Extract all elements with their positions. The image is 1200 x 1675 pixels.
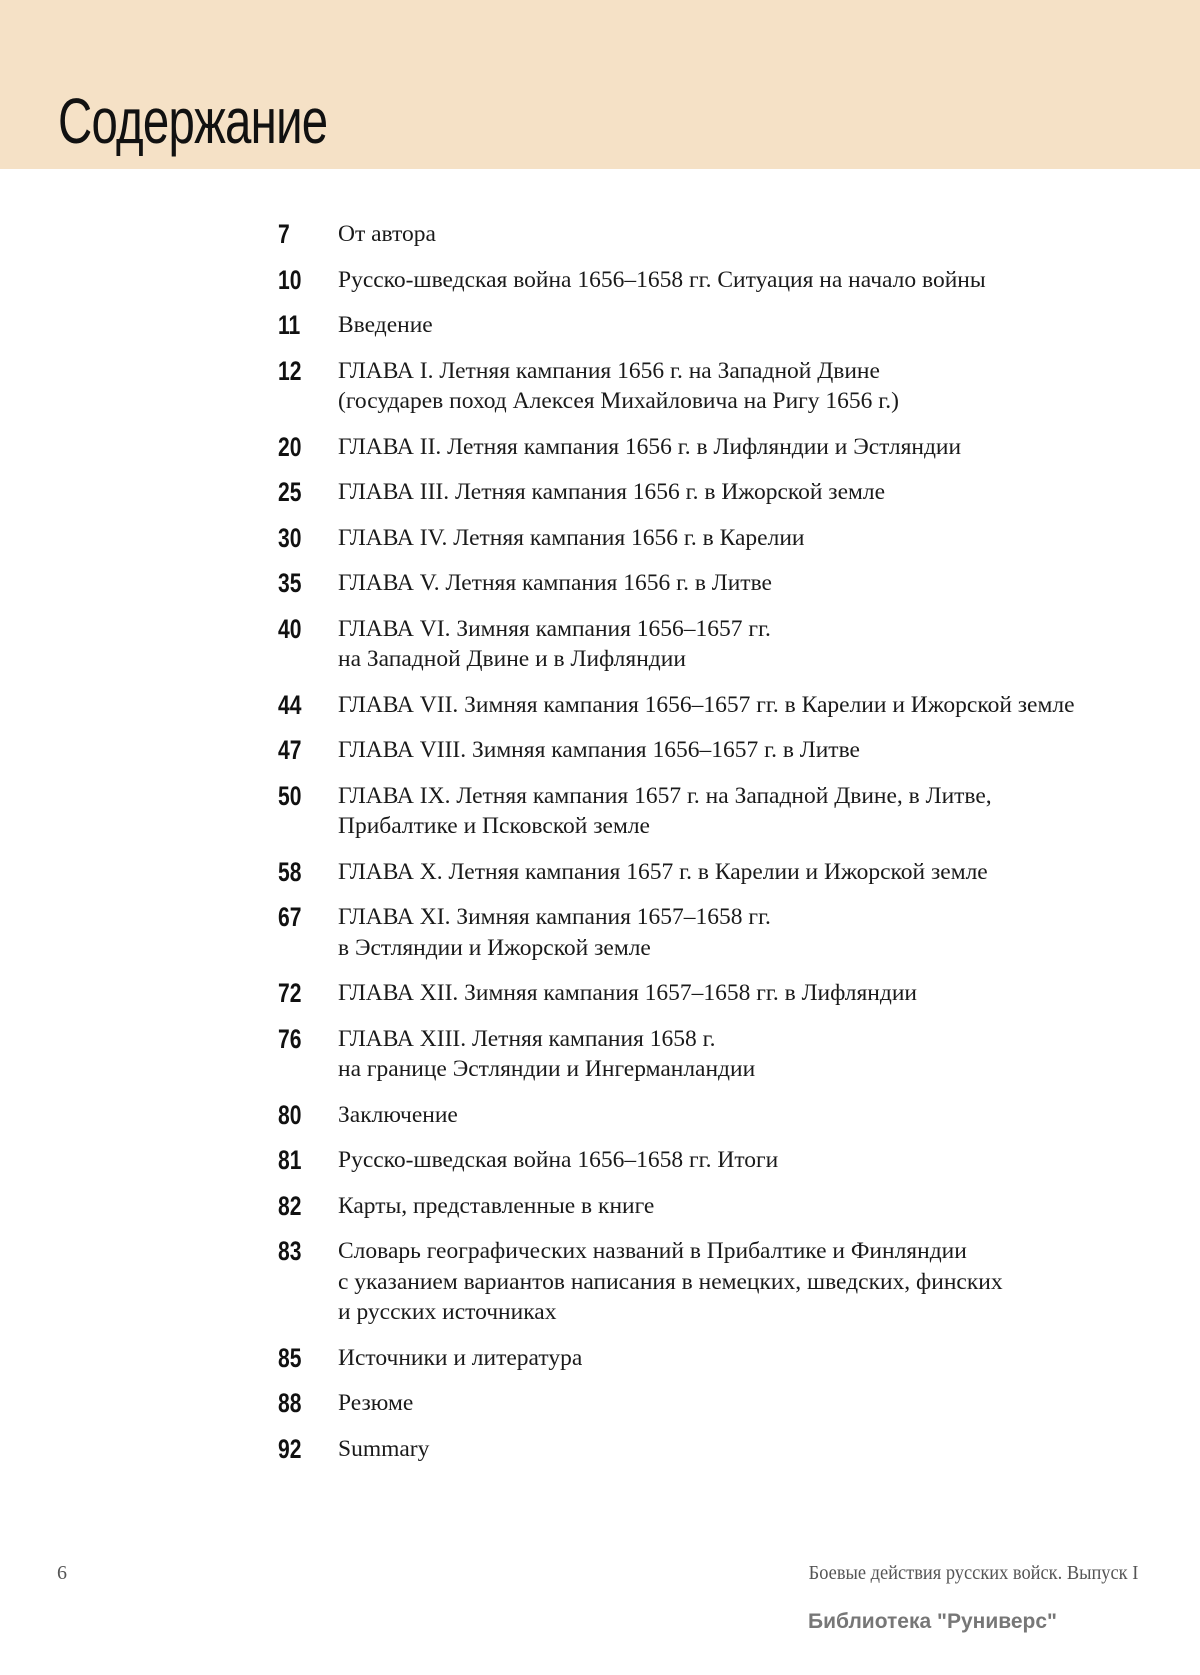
toc-entry[interactable] (0, 1191, 1200, 1222)
toc-entry[interactable] (0, 735, 1200, 766)
toc-entry-title: ГЛАВА VII. Зимняя кампания 1656–1657 гг. в Карелии и Ижорской земле (338, 691, 1075, 718)
toc-entry-title: Источники и литература (338, 1344, 583, 1371)
toc-entry-title: ГЛАВА III. Летняя кампания 1656 г. в Ижорской земле (338, 479, 886, 505)
toc-entry[interactable] (0, 1434, 1200, 1465)
toc-entry[interactable] (0, 1343, 1200, 1374)
toc-page-number: 20 (278, 431, 302, 462)
toc-entry-title: Резюме (338, 1390, 414, 1416)
toc-entry[interactable] (0, 690, 1200, 721)
toc-entry[interactable] (0, 978, 1200, 1009)
toc-page-number: 88 (278, 1388, 302, 1418)
table-of-contents (0, 219, 1200, 1479)
toc-entry-title: ГЛАВА X. Летняя кампания 1657 г. в Карелии и Ижорской земле (338, 858, 988, 885)
toc-entry-title: ГЛАВА VIII. Зимняя кампания 1656–1657 г. в Литве (338, 737, 860, 763)
toc-entry[interactable] (0, 219, 1200, 250)
toc-page-number: 80 (278, 1099, 302, 1130)
toc-entry[interactable] (0, 1388, 1200, 1419)
toc-page-number: 25 (278, 477, 302, 507)
toc-page-number: 72 (278, 978, 302, 1008)
toc-entry[interactable] (0, 902, 1200, 963)
toc-entry-title: Заключение (338, 1101, 458, 1128)
toc-entry[interactable] (0, 1145, 1200, 1176)
toc-page-number: 85 (278, 1342, 302, 1373)
toc-entry[interactable] (0, 1024, 1200, 1085)
page-title: Содержание (58, 85, 328, 157)
toc-page-number: 12 (278, 355, 302, 386)
toc-entry[interactable] (0, 614, 1200, 675)
toc-page-number: 67 (278, 902, 302, 932)
toc-page-number: 58 (278, 856, 302, 887)
toc-page-number: 40 (278, 613, 302, 644)
toc-page-number: 10 (278, 264, 302, 295)
library-watermark: Библиотека "Руниверс" (808, 1610, 1058, 1633)
page-number: 6 (57, 1562, 67, 1584)
toc-page-number: 92 (278, 1433, 302, 1464)
toc-page-number: 47 (278, 735, 302, 765)
toc-page-number: 83 (278, 1236, 302, 1266)
toc-page-number: 30 (278, 522, 302, 553)
toc-entry[interactable] (0, 523, 1200, 554)
toc-entry-title: ГЛАВА I. Летняя кампания 1656 г. на Западной Двине (государев поход Алексея Михайловича на Ригу 1656 г.) (338, 357, 899, 414)
toc-page-number: 81 (278, 1145, 302, 1175)
toc-page-number: 76 (278, 1023, 302, 1054)
toc-page-number: 7 (278, 219, 290, 249)
toc-page-number: 44 (278, 689, 302, 720)
toc-entry[interactable] (0, 310, 1200, 341)
toc-entry[interactable] (0, 477, 1200, 508)
toc-entry-title: ГЛАВА IX. Летняя кампания 1657 г. на Западной Двине, в Литве, Прибалтике и Псковской земле (338, 782, 992, 839)
toc-page-number: 82 (278, 1190, 302, 1221)
toc-entry-title: ГЛАВА II. Летняя кампания 1656 г. в Лифляндии и Эстляндии (338, 433, 962, 460)
toc-entry-title: ГЛАВА XI. Зимняя кампания 1657–1658 гг. в Эстляндии и Ижорской земле (338, 904, 771, 961)
toc-entry[interactable] (0, 857, 1200, 888)
toc-entry[interactable] (0, 568, 1200, 599)
toc-entry-title: Карты, представленные в книге (338, 1192, 655, 1219)
toc-entry-title: Введение (338, 312, 433, 338)
toc-entry[interactable] (0, 432, 1200, 463)
toc-entry-title: От автора (338, 221, 436, 247)
toc-entry[interactable] (0, 781, 1200, 842)
running-title: Боевые действия русских войск. Выпуск I (808, 1562, 1138, 1584)
toc-entry-title: ГЛАВА XIII. Летняя кампания 1658 г. на границе Эстляндии и Ингерманландии (338, 1025, 756, 1082)
toc-page-number: 50 (278, 780, 302, 811)
toc-entry[interactable] (0, 1100, 1200, 1131)
toc-entry-title: ГЛАВА XII. Зимняя кампания 1657–1658 гг. в Лифляндии (338, 980, 917, 1006)
toc-entry[interactable] (0, 356, 1200, 417)
toc-entry-title: Словарь географических названий в Прибалтике и Финляндии с указанием вариантов написания в немецких, шведских, финских и русских источниках (338, 1238, 1003, 1325)
toc-page-number: 35 (278, 568, 302, 598)
toc-entry[interactable] (0, 1236, 1200, 1328)
toc-entry-title: ГЛАВА V. Летняя кампания 1656 г. в Литве (338, 570, 772, 596)
toc-page-number: 11 (278, 310, 301, 340)
toc-entry[interactable] (0, 265, 1200, 296)
toc-entry-title: Русско-шведская война 1656–1658 гг. Ситуация на начало войны (338, 266, 986, 293)
toc-entry-title: ГЛАВА IV. Летняя кампания 1656 г. в Карелии (338, 524, 805, 551)
toc-entry-title: Русско-шведская война 1656–1658 гг. Итоги (338, 1147, 779, 1173)
toc-entry-title: ГЛАВА VI. Зимняя кампания 1656–1657 гг. на Западной Двине и в Лифляндии (338, 615, 771, 672)
toc-entry-title: Summary (338, 1435, 430, 1462)
